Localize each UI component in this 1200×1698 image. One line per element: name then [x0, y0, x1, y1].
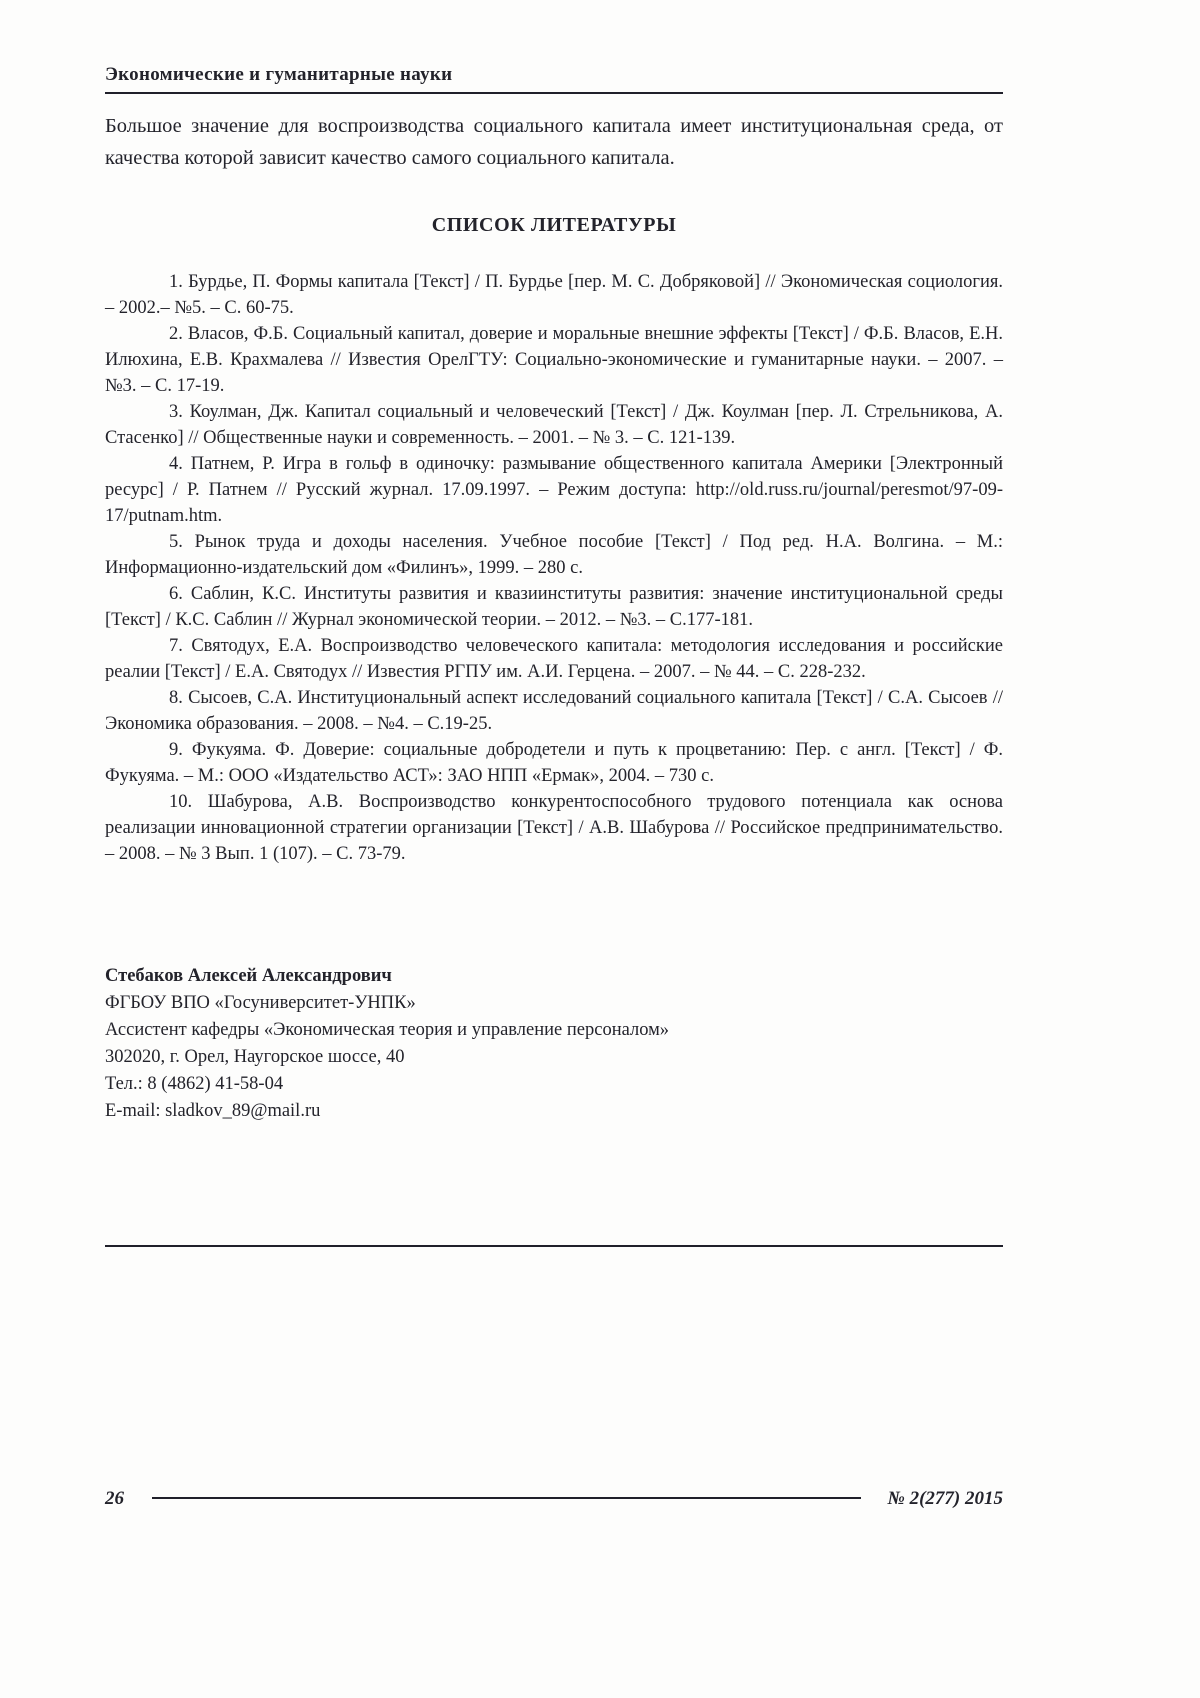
- reference-item: 7. Святодух, Е.А. Воспроизводство человеческого капитала: методология исследования и российские реалии [Текст] / Е.А. Святодух // Известия РГПУ им. А.И. Герцена. – 2007. – № 44. – С. 228-232.: [105, 636, 1003, 682]
- reference-item: 5. Рынок труда и доходы населения. Учебное пособие [Текст] / Под ред. Н.А. Волгина. – М.: Информационно-издательский дом «Филинъ», 1999. – 280 с.: [105, 532, 1003, 578]
- reference-item: 9. Фукуяма. Ф. Доверие: социальные добродетели и путь к процветанию: Пер. с англ. [Текст] / Ф. Фукуяма. – М.: ООО «Издательство АСТ»: ЗАО НПП «Ермак», 2004. – 730 с.: [105, 740, 1003, 786]
- author-position: Ассистент кафедры «Экономическая теория и управление персоналом»: [105, 1020, 670, 1040]
- reference-item: 3. Коулман, Дж. Капитал социальный и человеческий [Текст] / Дж. Коулман [пер. Л. Стрельникова, А. Стасенко] // Общественные науки и современность. – 2001. – № 3. – С. 121-139.: [105, 402, 1003, 448]
- footer-page-number: 26: [105, 1488, 124, 1509]
- author-address: 302020, г. Орел, Наугорское шоссе, 40: [105, 1047, 405, 1067]
- section-title: СПИСОК ЛИТЕРАТУРЫ: [431, 214, 677, 236]
- footer-rule-line: [152, 1497, 861, 1499]
- reference-item: 8. Сысоев, С.А. Институциональный аспект исследований социального капитала [Текст] / С.А. Сысоев // Экономика образования. – 2008. – №4. – С.19-25.: [105, 688, 1003, 734]
- reference-item: 6. Саблин, К.С. Институты развития и квазиинституты развития: значение институциональной среды [Текст] / К.С. Саблин // Журнал экономической теории. – 2012. – №3. – С.177-181.: [105, 584, 1003, 630]
- footer-issue-label: № 2(277) 2015: [887, 1488, 1003, 1509]
- reference-item: 4. Патнем, Р. Игра в гольф в одиночку: размывание общественного капитала Америки [Электронный ресурс] / Р. Патнем // Русский журнал. 17.09.1997. – Режим доступа: http://old.russ.ru/journal/peresmot/97-09-17/putnam.htm.: [105, 454, 1003, 526]
- author-name: Стебаков Алексей Александрович: [105, 966, 392, 986]
- reference-list: [105, 269, 1003, 867]
- page-content: [105, 64, 1003, 1247]
- reference-item: 10. Шабурова, А.В. Воспроизводство конкурентоспособного трудового потенциала как основа реализации инновационной стратегии организации [Текст] / А.В. Шабурова // Российское предпринимательство. – 2008. – № 3 Вып. 1 (107). – С. 73-79.: [105, 792, 1003, 864]
- page-footer: [105, 1488, 1003, 1510]
- author-block: [105, 963, 1003, 1125]
- running-header: [105, 64, 1003, 94]
- reference-item: 2. Власов, Ф.Б. Социальный капитал, доверие и моральные внешние эффекты [Текст] / Ф.Б. Власов, Е.Н. Илюхина, Е.В. Крахмалева // Известия ОрелГТУ: Социально-экономические и гуманитарные науки. – 2007. – №3. – С. 17-19.: [105, 324, 1003, 396]
- author-email: E-mail: sladkov_89@mail.ru: [105, 1101, 321, 1121]
- intro-paragraph: Большое значение для воспроизводства социального капитала имеет институциональная среда, от качества которой зависит качество самого социального капитала.: [105, 115, 1003, 169]
- author-affiliation: ФГБОУ ВПО «Госуниверситет-УНПК»: [105, 993, 416, 1013]
- author-phone: Тел.: 8 (4862) 41-58-04: [105, 1074, 284, 1094]
- reference-item: 1. Бурдье, П. Формы капитала [Текст] / П. Бурдье [пер. М. С. Добряковой] // Экономическая социология. – 2002.– №5. – С. 60-75.: [105, 272, 1003, 318]
- separator-line: [105, 1245, 1003, 1247]
- running-header-title: Экономические и гуманитарные науки: [105, 64, 453, 85]
